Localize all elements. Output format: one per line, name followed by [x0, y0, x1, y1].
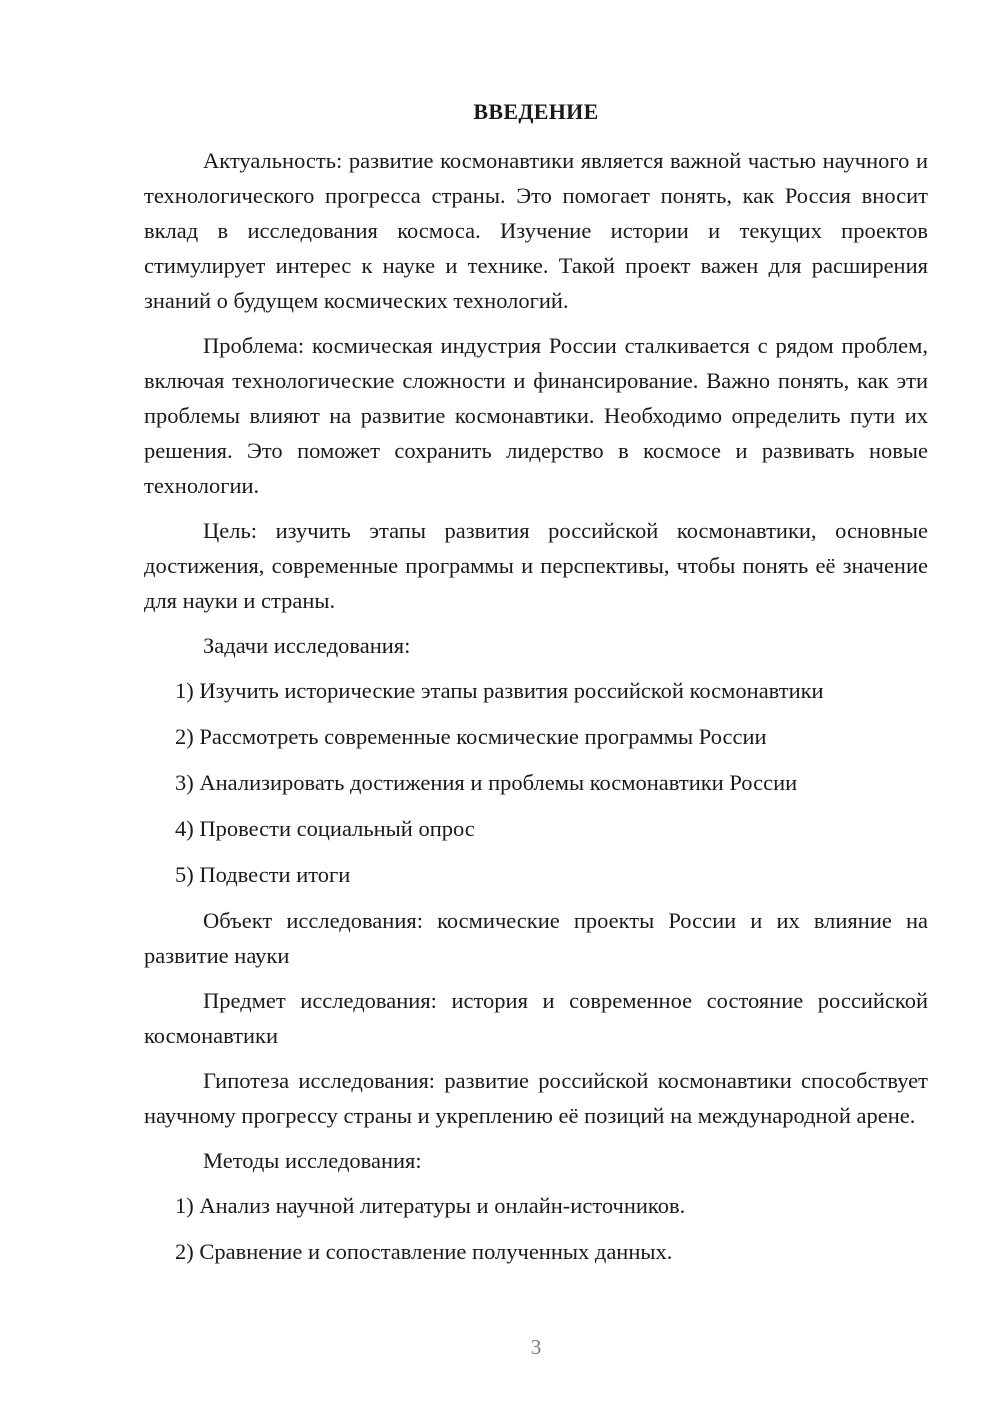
- problem-paragraph: Проблема: космическая индустрия России сталкивается с рядом проблем, включая технологические сложности и финансирование. Важно понять, как эти проблемы влияют на развитие космонавтики. Необходимо определить пути их решения. Это поможет сохранить лидерство в космосе и развивать новые технологии.: [144, 333, 928, 498]
- hypothesis-paragraph: Гипотеза исследования: развитие российской космонавтики способствует научному прогрессу страны и укреплению её позиций на международной арене.: [144, 1068, 928, 1128]
- tasks-list: [144, 673, 928, 892]
- page-content: [144, 94, 928, 1280]
- methods-heading: Методы исследования:: [203, 1148, 422, 1173]
- goal-paragraph: Цель: изучить этапы развития российской космонавтики, основные достижения, современные программы и перспективы, чтобы понять её значение для науки и страны.: [144, 518, 928, 613]
- section-title: ВВЕДЕНИЕ: [473, 99, 599, 124]
- task-item: 1) Изучить исторические этапы развития российской космонавтики: [175, 678, 824, 703]
- task-item: 5) Подвести итоги: [175, 862, 351, 887]
- method-item: 2) Сравнение и сопоставление полученных данных.: [175, 1239, 673, 1264]
- relevance-paragraph: Актуальность: развитие космонавтики является важной частью научного и технологического прогресса страны. Это помогает понять, как Россия вносит вклад в исследования космоса. Изучение истории и текущих проектов стимулирует интерес к науке и технике. Такой проект важен для расширения знаний о будущем космических технологий.: [144, 148, 928, 313]
- task-item: 2) Рассмотреть современные космические программы России: [175, 724, 767, 749]
- page-number: 3: [530, 1335, 542, 1359]
- task-item: 3) Анализировать достижения и проблемы космонавтики России: [175, 770, 798, 795]
- tasks-heading: Задачи исследования:: [203, 633, 411, 658]
- methods-list: [144, 1188, 928, 1269]
- method-item: 1) Анализ научной литературы и онлайн-источников.: [175, 1193, 686, 1218]
- subject-paragraph: Предмет исследования: история и современное состояние российской космонавтики: [144, 988, 928, 1048]
- object-paragraph: Объект исследования: космические проекты России и их влияние на развитие науки: [144, 908, 928, 968]
- task-item: 4) Провести социальный опрос: [175, 816, 475, 841]
